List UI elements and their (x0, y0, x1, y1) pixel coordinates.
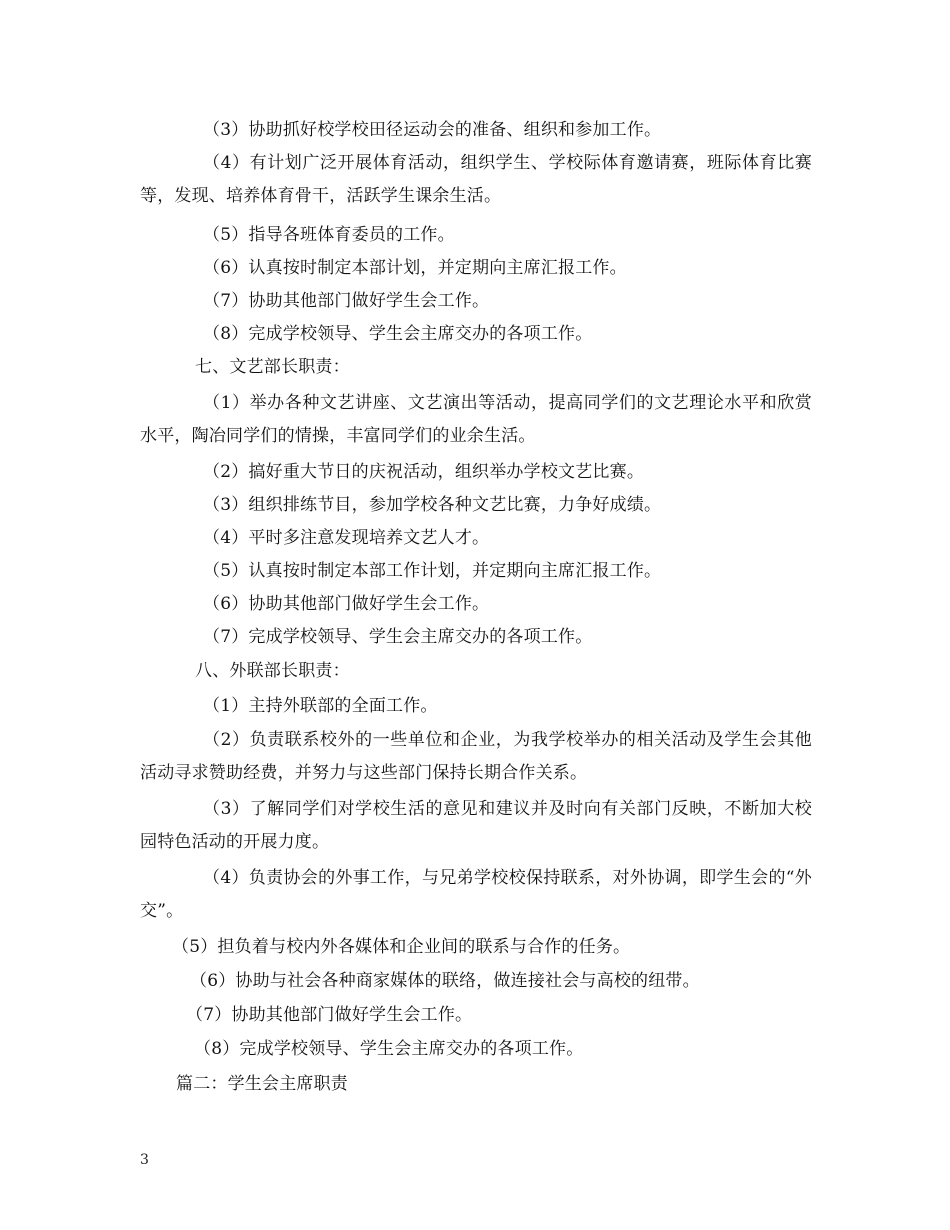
paragraph: （7）完成学校领导、学生会主席交办的各项工作。 (203, 627, 593, 647)
paragraph: （3）了解同学们对学校生活的意见和建议并及时向有关部门反映，不断加大校园特色活动的开展力度。 (140, 799, 812, 852)
paragraph: （4）平时多注意发现培养文艺人才。 (203, 528, 490, 548)
paragraph: （1）举办各种文艺讲座、文艺演出等活动，提高同学们的文艺理论水平和欣赏水平，陶冶同学们的情操，丰富同学们的业余生活。 (140, 393, 812, 446)
paragraph: （6）协助其他部门做好学生会工作。 (203, 594, 490, 614)
paragraph: （4）有计划广泛开展体育活动，组织学生、学校际体育邀请赛，班际体育比赛等，发现、培养体育骨干，活跃学生课余生活。 (140, 153, 812, 206)
paragraph: （6）协助与社会各种商家媒体的联络，做连接社会与高校的纽带。 (190, 971, 700, 991)
paragraph: （2）搞好重大节日的庆祝活动，组织举办学校文艺比赛。 (203, 462, 645, 482)
section-heading: 七、文艺部长职责： (195, 357, 350, 377)
paragraph: （7）协助其他部门做好学生会工作。 (186, 1005, 473, 1025)
paragraph: （1）主持外联部的全面工作。 (203, 696, 438, 716)
section-heading: 八、外联部长职责： (195, 661, 350, 681)
paragraph: （3）组织排练节目，参加学校各种文艺比赛，力争好成绩。 (203, 495, 662, 515)
paragraph: （8）完成学校领导、学生会主席交办的各项工作。 (203, 324, 593, 344)
paragraph: （8）完成学校领导、学生会主席交办的各项工作。 (194, 1039, 584, 1059)
page-number: 3 (140, 1152, 149, 1168)
paragraph: （6）认真按时制定本部计划，并定期向主席汇报工作。 (203, 258, 627, 278)
paragraph: （5）指导各班体育委员的工作。 (203, 225, 455, 245)
paragraph: （2）负责联系校外的一些单位和企业，为我学校举办的相关活动及学生会其他活动寻求赞助经费，并努力与这些部门保持长期合作关系。 (140, 730, 812, 783)
paragraph: （3）协助抓好校学校田径运动会的准备、组织和参加工作。 (203, 120, 662, 140)
paragraph: （5）认真按时制定本部工作计划，并定期向主席汇报工作。 (203, 561, 662, 581)
paragraph: （5）担负着与校内外各媒体和企业间的联系与合作的任务。 (172, 937, 631, 957)
paragraph: （7）协助其他部门做好学生会工作。 (203, 291, 490, 311)
paragraph: （4）负责协会的外事工作，与兄弟学校校保持联系，对外协调，即学生会的“外交”。 (140, 868, 812, 921)
section-heading: 篇二：学生会主席职责 (176, 1074, 348, 1094)
